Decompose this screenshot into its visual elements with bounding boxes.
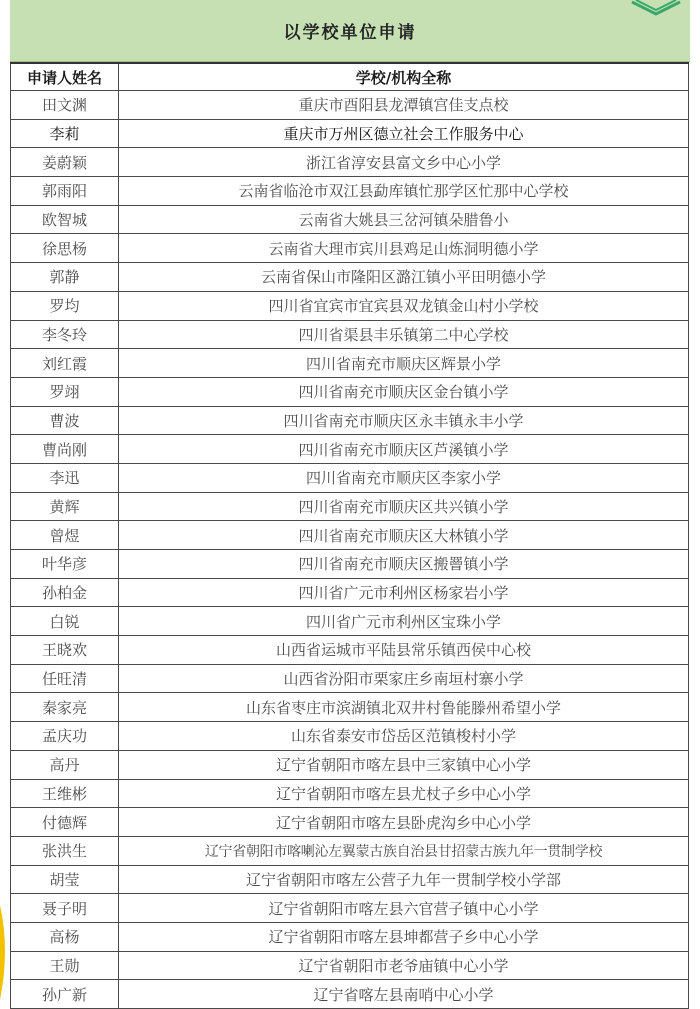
table-row [11, 177, 689, 206]
applicant-name-cell: 欧智城 [11, 205, 119, 234]
school-name-cell: 四川省渠县丰乐镇第二中心学校 [119, 320, 689, 349]
applicant-name-cell: 郭雨阳 [11, 177, 119, 206]
applicant-name-cell: 李莉 [11, 119, 119, 148]
school-name-cell: 四川省南充市顺庆区搬罾镇小学 [119, 550, 689, 579]
applicant-name-cell: 高杨 [11, 922, 119, 951]
applicant-name-cell: 罗翊 [11, 377, 119, 406]
applicant-name-cell: 罗均 [11, 291, 119, 320]
school-name-cell: 辽宁省朝阳市喀左公营子九年一贯制学校小学部 [119, 865, 689, 894]
school-name-cell: 辽宁省朝阳市喀左县中三家镇中心小学 [119, 750, 689, 779]
table-row [11, 922, 689, 951]
applicant-table [10, 62, 689, 1009]
table-row [11, 578, 689, 607]
school-name-cell: 四川省南充市顺庆区大林镇小学 [119, 521, 689, 550]
table-row [11, 550, 689, 579]
applicant-name-cell: 刘红霞 [11, 349, 119, 378]
table-row [11, 291, 689, 320]
applicant-name-cell: 任旺清 [11, 664, 119, 693]
applicant-name-cell: 王勋 [11, 951, 119, 980]
table-row [11, 951, 689, 980]
school-name-cell: 四川省南充市顺庆区辉景小学 [119, 349, 689, 378]
applicant-name-cell: 郭静 [11, 263, 119, 292]
applicant-name-cell: 孙广新 [11, 980, 119, 1009]
table-row [11, 377, 689, 406]
school-name-cell: 重庆市万州区德立社会工作服务中心 [119, 119, 689, 148]
school-name-cell: 云南省大理市宾川县鸡足山炼洞明德小学 [119, 234, 689, 263]
table-row [11, 320, 689, 349]
school-name-cell: 辽宁省朝阳市喀左县坤都营子乡中心小学 [119, 922, 689, 951]
school-name-cell: 重庆市酉阳县龙潭镇宫佳支点校 [119, 91, 689, 120]
applicant-name-cell: 孙柏金 [11, 578, 119, 607]
table-row [11, 808, 689, 837]
table-row [11, 836, 689, 865]
table-row [11, 349, 689, 378]
applicant-name-cell: 秦家亮 [11, 693, 119, 722]
school-name-cell: 云南省大姚县三岔河镇朵腊鲁小 [119, 205, 689, 234]
table-body [11, 91, 689, 1009]
school-name-cell: 山东省枣庄市滨湖镇北双井村鲁能滕州希望小学 [119, 693, 689, 722]
school-name-cell: 四川省南充市顺庆区永丰镇永丰小学 [119, 406, 689, 435]
page-title: 以学校单位申请 [283, 23, 417, 43]
applicant-name-cell: 曾煜 [11, 521, 119, 550]
school-name-cell: 辽宁省朝阳市喀左县六官营子镇中心小学 [119, 894, 689, 923]
table-row [11, 463, 689, 492]
school-name-cell: 四川省宜宾市宜宾县双龙镇金山村小学校 [119, 291, 689, 320]
table-row [11, 435, 689, 464]
applicant-name-cell: 孟庆功 [11, 722, 119, 751]
table-header-row [11, 63, 689, 91]
applicant-name-cell: 叶华彦 [11, 550, 119, 579]
table-row [11, 234, 689, 263]
table-row [11, 492, 689, 521]
applicant-name-cell: 张洪生 [11, 836, 119, 865]
school-name-cell: 辽宁省朝阳市喀左县卧虎沟乡中心小学 [119, 808, 689, 837]
school-name-cell: 浙江省淳安县富文乡中心小学 [119, 148, 689, 177]
table-row [11, 865, 689, 894]
table-row [11, 664, 689, 693]
edge-decoration [0, 900, 10, 1005]
school-name-cell: 辽宁省朝阳市老爷庙镇中心小学 [119, 951, 689, 980]
school-name-cell: 四川省广元市利州区宝珠小学 [119, 607, 689, 636]
applicant-name-cell: 白锐 [11, 607, 119, 636]
school-name-cell: 山东省泰安市岱岳区范镇梭村小学 [119, 722, 689, 751]
table-row [11, 263, 689, 292]
school-name-cell: 辽宁省喀左县南哨中心小学 [119, 980, 689, 1009]
school-name-cell: 四川省南充市顺庆区李家小学 [119, 463, 689, 492]
school-name-cell: 云南省保山市隆阳区潞江镇小平田明德小学 [119, 263, 689, 292]
table-row [11, 894, 689, 923]
column-header-name: 申请人姓名 [11, 63, 119, 91]
table-row [11, 779, 689, 808]
applicant-name-cell: 徐思杨 [11, 234, 119, 263]
applicant-name-cell: 聂子明 [11, 894, 119, 923]
table-row [11, 119, 689, 148]
table-row [11, 91, 689, 120]
table-row [11, 750, 689, 779]
table-row [11, 521, 689, 550]
column-header-school: 学校/机构全称 [119, 63, 689, 91]
table-row [11, 406, 689, 435]
table-row [11, 693, 689, 722]
applicant-name-cell: 曹尚刚 [11, 435, 119, 464]
applicant-name-cell: 田文渊 [11, 91, 119, 120]
school-name-cell: 四川省南充市顺庆区共兴镇小学 [119, 492, 689, 521]
school-name-cell: 四川省南充市顺庆区芦溪镇小学 [119, 435, 689, 464]
school-name-cell: 山西省运城市平陆县常乐镇西侯中心校 [119, 636, 689, 665]
book-icon [628, 0, 684, 22]
applicant-name-cell: 黄辉 [11, 492, 119, 521]
school-name-cell: 四川省广元市利州区杨家岩小学 [119, 578, 689, 607]
school-name-cell: 云南省临沧市双江县勐库镇忙那学区忙那中心学校 [119, 177, 689, 206]
school-name-cell: 辽宁省朝阳市喀喇沁左翼蒙古族自治县甘招蒙古族九年一贯制学校 [119, 836, 689, 865]
school-name-cell: 辽宁省朝阳市喀左县尤杖子乡中心小学 [119, 779, 689, 808]
applicant-name-cell: 李冬玲 [11, 320, 119, 349]
applicant-name-cell: 胡莹 [11, 865, 119, 894]
applicant-name-cell: 高丹 [11, 750, 119, 779]
title-bar [10, 0, 690, 62]
applicant-name-cell: 王晓欢 [11, 636, 119, 665]
table-row [11, 722, 689, 751]
table-row [11, 205, 689, 234]
school-name-cell: 四川省南充市顺庆区金台镇小学 [119, 377, 689, 406]
applicant-name-cell: 付德辉 [11, 808, 119, 837]
table-row [11, 148, 689, 177]
applicant-name-cell: 王维彬 [11, 779, 119, 808]
table-row [11, 607, 689, 636]
applicant-name-cell: 曹波 [11, 406, 119, 435]
applicant-name-cell: 李迅 [11, 463, 119, 492]
school-name-cell: 山西省汾阳市栗家庄乡南垣村寨小学 [119, 664, 689, 693]
table-row [11, 636, 689, 665]
table-row [11, 980, 689, 1009]
applicant-name-cell: 姜蔚颖 [11, 148, 119, 177]
